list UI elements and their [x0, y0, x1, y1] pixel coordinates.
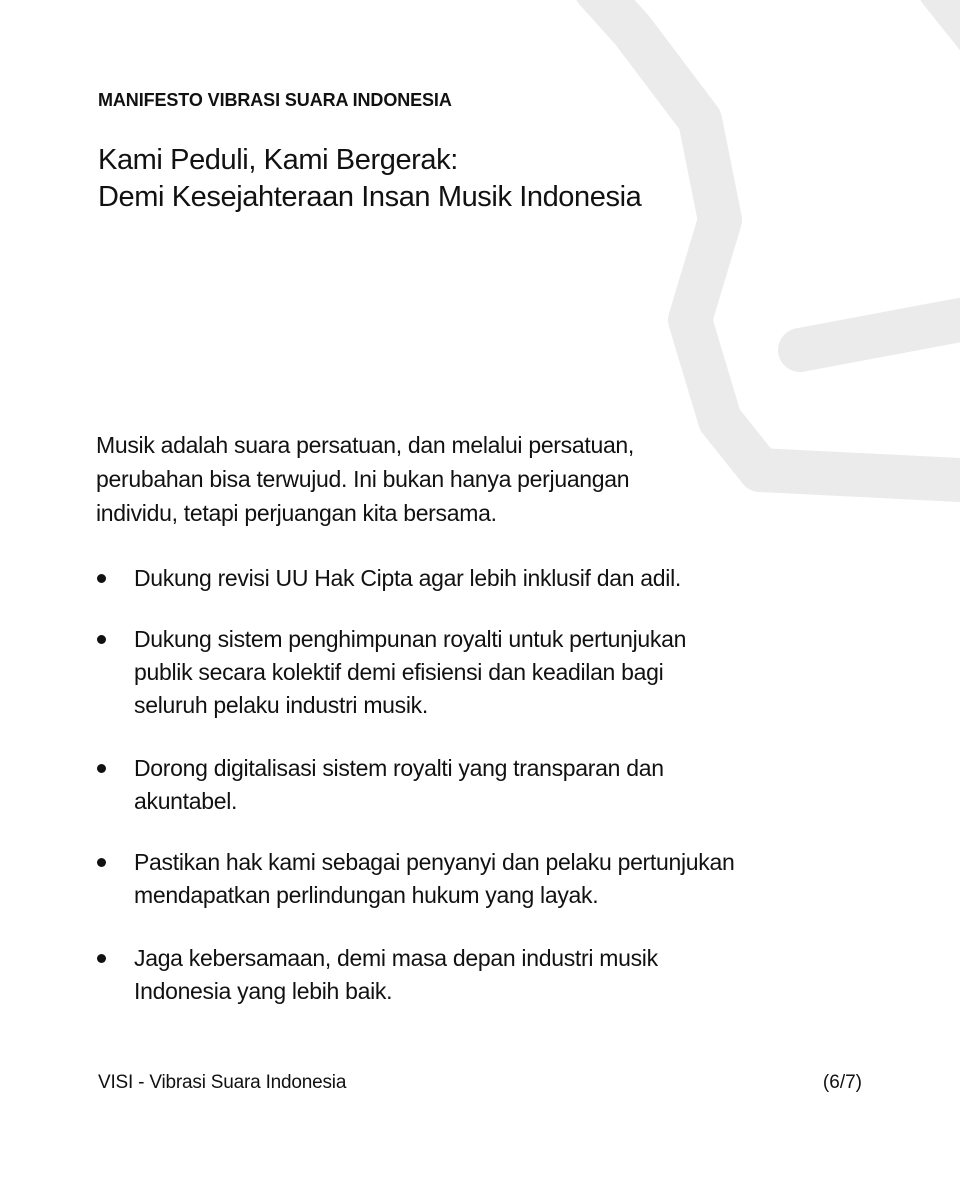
footer-brand: VISI - Vibrasi Suara Indonesia [98, 1072, 347, 1093]
headline-line-2: Demi Kesejahteraan Insan Musik Indonesia [98, 181, 642, 213]
list-item [134, 562, 834, 595]
list-item [134, 942, 834, 1008]
list-item-line: akuntabel. [134, 788, 238, 814]
bullet-dot-icon [97, 764, 106, 773]
list-item-line: Jaga kebersamaan, demi masa depan industri musik [134, 945, 658, 971]
bullet-dot-icon [97, 858, 106, 867]
intro-line-3: individu, tetapi perjuangan kita bersama. [96, 500, 497, 526]
list-item [134, 623, 834, 722]
list-item-line: seluruh pelaku industri musik. [134, 692, 428, 718]
manifesto-kicker: MANIFESTO VIBRASI SUARA INDONESIA [98, 90, 452, 110]
intro-line-1: Musik adalah suara persatuan, dan melalui persatuan, [96, 432, 635, 458]
list-item-line: mendapatkan perlindungan hukum yang layak. [134, 882, 599, 908]
list-item-line: Dorong digitalisasi sistem royalti yang transparan dan [134, 755, 664, 781]
list-item-line: Pastikan hak kami sebagai penyanyi dan pelaku pertunjukan [134, 849, 735, 875]
headline-line-1: Kami Peduli, Kami Bergerak: [98, 144, 458, 176]
list-item-line: Dukung sistem penghimpunan royalti untuk pertunjukan [134, 626, 687, 652]
list-item-line: Indonesia yang lebih baik. [134, 978, 393, 1004]
bullet-dot-icon [97, 954, 106, 963]
list-item [134, 846, 834, 912]
bullet-dot-icon [97, 574, 106, 583]
list-item-line: publik secara kolektif demi efisiensi dan keadilan bagi [134, 659, 664, 685]
intro-line-2: perubahan bisa terwujud. Ini bukan hanya perjuangan [96, 466, 630, 492]
bullet-dot-icon [97, 635, 106, 644]
list-item-line: Dukung revisi UU Hak Cipta agar lebih inklusif dan adil. [134, 565, 681, 591]
list-item [134, 752, 834, 818]
page-title [98, 142, 641, 216]
page-indicator: (6/7) [822, 1072, 862, 1093]
intro-paragraph [96, 428, 736, 530]
